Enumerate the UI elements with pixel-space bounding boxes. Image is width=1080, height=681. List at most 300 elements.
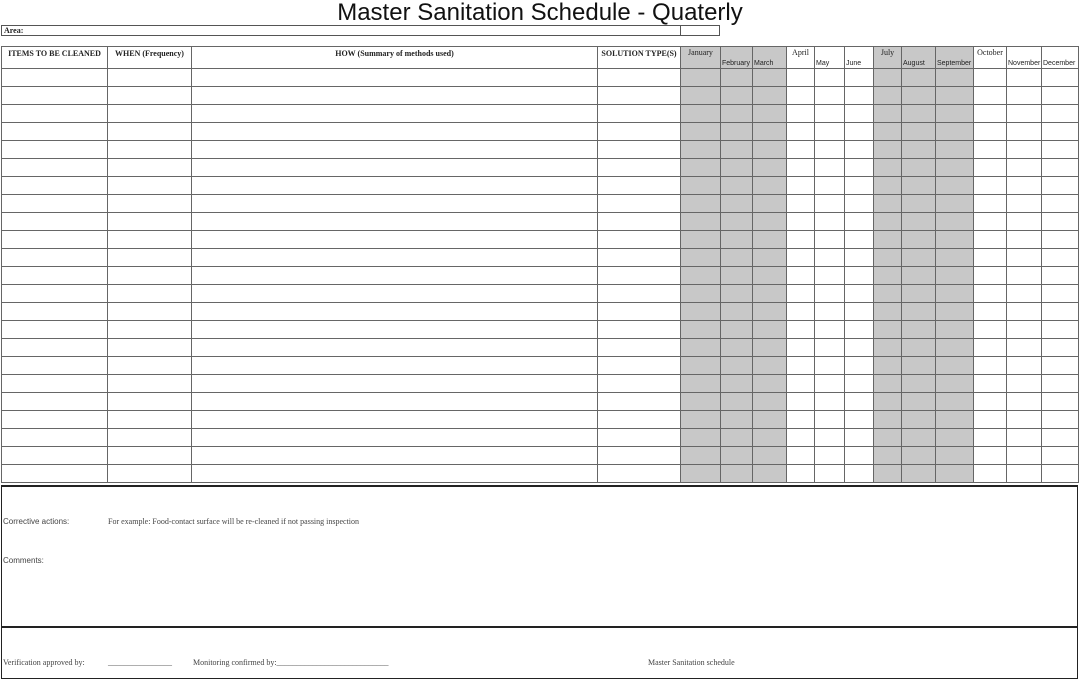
cell-jan[interactable] [681, 393, 721, 411]
cell-when[interactable] [108, 105, 192, 123]
cell-sep[interactable] [936, 411, 974, 429]
cell-jan[interactable] [681, 69, 721, 87]
cell-feb[interactable] [721, 375, 753, 393]
cell-may[interactable] [815, 195, 845, 213]
cell-apr[interactable] [787, 375, 815, 393]
cell-dec[interactable] [1042, 447, 1079, 465]
cell-how[interactable] [192, 393, 598, 411]
monitoring-signature-line[interactable]: Monitoring confirmed by:____________________________ [193, 658, 389, 667]
cell-mar[interactable] [753, 357, 787, 375]
cell-aug[interactable] [902, 465, 936, 483]
cell-jun[interactable] [845, 195, 874, 213]
cell-jun[interactable] [845, 69, 874, 87]
cell-apr[interactable] [787, 429, 815, 447]
cell-may[interactable] [815, 105, 845, 123]
cell-oct[interactable] [974, 159, 1007, 177]
cell-aug[interactable] [902, 159, 936, 177]
cell-may[interactable] [815, 321, 845, 339]
cell-nov[interactable] [1007, 87, 1042, 105]
cell-jun[interactable] [845, 87, 874, 105]
cell-how[interactable] [192, 357, 598, 375]
cell-when[interactable] [108, 231, 192, 249]
cell-dec[interactable] [1042, 465, 1079, 483]
cell-feb[interactable] [721, 213, 753, 231]
cell-when[interactable] [108, 123, 192, 141]
cell-feb[interactable] [721, 141, 753, 159]
cell-when[interactable] [108, 69, 192, 87]
cell-aug[interactable] [902, 267, 936, 285]
cell-sep[interactable] [936, 357, 974, 375]
cell-items[interactable] [2, 213, 108, 231]
cell-jul[interactable] [874, 249, 902, 267]
cell-dec[interactable] [1042, 429, 1079, 447]
cell-solution[interactable] [598, 159, 681, 177]
cell-when[interactable] [108, 321, 192, 339]
cell-dec[interactable] [1042, 141, 1079, 159]
cell-jan[interactable] [681, 411, 721, 429]
cell-when[interactable] [108, 159, 192, 177]
cell-apr[interactable] [787, 285, 815, 303]
cell-sep[interactable] [936, 231, 974, 249]
cell-jul[interactable] [874, 285, 902, 303]
cell-feb[interactable] [721, 303, 753, 321]
cell-how[interactable] [192, 321, 598, 339]
cell-when[interactable] [108, 141, 192, 159]
cell-jul[interactable] [874, 447, 902, 465]
cell-nov[interactable] [1007, 249, 1042, 267]
cell-jan[interactable] [681, 249, 721, 267]
cell-jun[interactable] [845, 159, 874, 177]
cell-feb[interactable] [721, 123, 753, 141]
cell-oct[interactable] [974, 267, 1007, 285]
cell-jul[interactable] [874, 321, 902, 339]
cell-sep[interactable] [936, 285, 974, 303]
cell-dec[interactable] [1042, 249, 1079, 267]
cell-jun[interactable] [845, 465, 874, 483]
cell-items[interactable] [2, 339, 108, 357]
cell-nov[interactable] [1007, 411, 1042, 429]
cell-feb[interactable] [721, 249, 753, 267]
cell-when[interactable] [108, 303, 192, 321]
cell-sep[interactable] [936, 87, 974, 105]
cell-items[interactable] [2, 267, 108, 285]
cell-apr[interactable] [787, 411, 815, 429]
cell-solution[interactable] [598, 321, 681, 339]
cell-apr[interactable] [787, 249, 815, 267]
cell-aug[interactable] [902, 87, 936, 105]
cell-apr[interactable] [787, 87, 815, 105]
cell-may[interactable] [815, 447, 845, 465]
cell-dec[interactable] [1042, 267, 1079, 285]
cell-mar[interactable] [753, 213, 787, 231]
cell-nov[interactable] [1007, 447, 1042, 465]
cell-when[interactable] [108, 177, 192, 195]
cell-solution[interactable] [598, 231, 681, 249]
cell-mar[interactable] [753, 123, 787, 141]
cell-may[interactable] [815, 339, 845, 357]
cell-solution[interactable] [598, 285, 681, 303]
cell-jan[interactable] [681, 213, 721, 231]
cell-jun[interactable] [845, 231, 874, 249]
cell-how[interactable] [192, 375, 598, 393]
cell-sep[interactable] [936, 375, 974, 393]
cell-items[interactable] [2, 429, 108, 447]
cell-when[interactable] [108, 393, 192, 411]
cell-when[interactable] [108, 357, 192, 375]
cell-items[interactable] [2, 177, 108, 195]
cell-solution[interactable] [598, 357, 681, 375]
cell-aug[interactable] [902, 411, 936, 429]
cell-jun[interactable] [845, 123, 874, 141]
cell-jul[interactable] [874, 267, 902, 285]
cell-apr[interactable] [787, 267, 815, 285]
cell-may[interactable] [815, 87, 845, 105]
cell-mar[interactable] [753, 429, 787, 447]
cell-how[interactable] [192, 303, 598, 321]
cell-apr[interactable] [787, 465, 815, 483]
cell-jun[interactable] [845, 267, 874, 285]
cell-items[interactable] [2, 159, 108, 177]
cell-nov[interactable] [1007, 267, 1042, 285]
cell-mar[interactable] [753, 267, 787, 285]
cell-items[interactable] [2, 447, 108, 465]
cell-apr[interactable] [787, 357, 815, 375]
cell-oct[interactable] [974, 195, 1007, 213]
cell-dec[interactable] [1042, 285, 1079, 303]
cell-mar[interactable] [753, 141, 787, 159]
cell-jan[interactable] [681, 177, 721, 195]
cell-how[interactable] [192, 213, 598, 231]
cell-nov[interactable] [1007, 285, 1042, 303]
cell-may[interactable] [815, 123, 845, 141]
cell-may[interactable] [815, 69, 845, 87]
cell-sep[interactable] [936, 123, 974, 141]
cell-nov[interactable] [1007, 357, 1042, 375]
cell-dec[interactable] [1042, 321, 1079, 339]
cell-mar[interactable] [753, 411, 787, 429]
cell-feb[interactable] [721, 393, 753, 411]
cell-oct[interactable] [974, 231, 1007, 249]
cell-may[interactable] [815, 429, 845, 447]
cell-mar[interactable] [753, 303, 787, 321]
cell-oct[interactable] [974, 87, 1007, 105]
cell-feb[interactable] [721, 105, 753, 123]
cell-when[interactable] [108, 213, 192, 231]
cell-may[interactable] [815, 231, 845, 249]
cell-dec[interactable] [1042, 213, 1079, 231]
cell-how[interactable] [192, 195, 598, 213]
cell-oct[interactable] [974, 321, 1007, 339]
cell-jan[interactable] [681, 429, 721, 447]
cell-jul[interactable] [874, 357, 902, 375]
cell-solution[interactable] [598, 87, 681, 105]
cell-jun[interactable] [845, 447, 874, 465]
cell-nov[interactable] [1007, 303, 1042, 321]
cell-jul[interactable] [874, 411, 902, 429]
cell-dec[interactable] [1042, 123, 1079, 141]
cell-dec[interactable] [1042, 339, 1079, 357]
cell-jun[interactable] [845, 177, 874, 195]
cell-oct[interactable] [974, 339, 1007, 357]
cell-mar[interactable] [753, 159, 787, 177]
cell-aug[interactable] [902, 123, 936, 141]
cell-may[interactable] [815, 375, 845, 393]
cell-how[interactable] [192, 447, 598, 465]
cell-jun[interactable] [845, 375, 874, 393]
cell-how[interactable] [192, 177, 598, 195]
cell-aug[interactable] [902, 375, 936, 393]
cell-sep[interactable] [936, 249, 974, 267]
cell-sep[interactable] [936, 465, 974, 483]
cell-nov[interactable] [1007, 141, 1042, 159]
cell-jun[interactable] [845, 393, 874, 411]
cell-may[interactable] [815, 393, 845, 411]
cell-apr[interactable] [787, 141, 815, 159]
cell-mar[interactable] [753, 87, 787, 105]
cell-solution[interactable] [598, 195, 681, 213]
cell-jun[interactable] [845, 303, 874, 321]
cell-jul[interactable] [874, 141, 902, 159]
cell-aug[interactable] [902, 285, 936, 303]
cell-jul[interactable] [874, 393, 902, 411]
cell-solution[interactable] [598, 429, 681, 447]
cell-oct[interactable] [974, 123, 1007, 141]
cell-feb[interactable] [721, 231, 753, 249]
cell-nov[interactable] [1007, 465, 1042, 483]
cell-how[interactable] [192, 267, 598, 285]
cell-when[interactable] [108, 411, 192, 429]
cell-sep[interactable] [936, 447, 974, 465]
cell-feb[interactable] [721, 285, 753, 303]
cell-items[interactable] [2, 411, 108, 429]
cell-items[interactable] [2, 375, 108, 393]
cell-feb[interactable] [721, 87, 753, 105]
cell-apr[interactable] [787, 69, 815, 87]
cell-mar[interactable] [753, 69, 787, 87]
cell-aug[interactable] [902, 339, 936, 357]
cell-apr[interactable] [787, 177, 815, 195]
cell-dec[interactable] [1042, 375, 1079, 393]
cell-dec[interactable] [1042, 231, 1079, 249]
cell-how[interactable] [192, 339, 598, 357]
cell-feb[interactable] [721, 465, 753, 483]
cell-items[interactable] [2, 285, 108, 303]
cell-oct[interactable] [974, 69, 1007, 87]
cell-apr[interactable] [787, 393, 815, 411]
cell-mar[interactable] [753, 285, 787, 303]
cell-how[interactable] [192, 159, 598, 177]
cell-mar[interactable] [753, 465, 787, 483]
cell-dec[interactable] [1042, 177, 1079, 195]
cell-aug[interactable] [902, 321, 936, 339]
cell-jul[interactable] [874, 303, 902, 321]
cell-jun[interactable] [845, 105, 874, 123]
cell-mar[interactable] [753, 321, 787, 339]
cell-jul[interactable] [874, 105, 902, 123]
cell-aug[interactable] [902, 195, 936, 213]
cell-aug[interactable] [902, 231, 936, 249]
cell-when[interactable] [108, 339, 192, 357]
cell-mar[interactable] [753, 105, 787, 123]
cell-when[interactable] [108, 447, 192, 465]
cell-jul[interactable] [874, 87, 902, 105]
cell-solution[interactable] [598, 141, 681, 159]
cell-items[interactable] [2, 195, 108, 213]
cell-solution[interactable] [598, 123, 681, 141]
cell-may[interactable] [815, 465, 845, 483]
cell-aug[interactable] [902, 429, 936, 447]
cell-sep[interactable] [936, 339, 974, 357]
cell-mar[interactable] [753, 375, 787, 393]
cell-sep[interactable] [936, 393, 974, 411]
cell-mar[interactable] [753, 195, 787, 213]
cell-may[interactable] [815, 141, 845, 159]
cell-apr[interactable] [787, 159, 815, 177]
cell-sep[interactable] [936, 159, 974, 177]
cell-mar[interactable] [753, 177, 787, 195]
cell-oct[interactable] [974, 465, 1007, 483]
cell-solution[interactable] [598, 177, 681, 195]
cell-dec[interactable] [1042, 303, 1079, 321]
cell-nov[interactable] [1007, 177, 1042, 195]
cell-apr[interactable] [787, 213, 815, 231]
cell-feb[interactable] [721, 177, 753, 195]
cell-mar[interactable] [753, 393, 787, 411]
cell-dec[interactable] [1042, 195, 1079, 213]
cell-how[interactable] [192, 411, 598, 429]
cell-nov[interactable] [1007, 429, 1042, 447]
cell-jul[interactable] [874, 195, 902, 213]
cell-feb[interactable] [721, 447, 753, 465]
cell-sep[interactable] [936, 429, 974, 447]
cell-mar[interactable] [753, 339, 787, 357]
cell-oct[interactable] [974, 447, 1007, 465]
cell-sep[interactable] [936, 105, 974, 123]
cell-jan[interactable] [681, 321, 721, 339]
cell-jan[interactable] [681, 285, 721, 303]
cell-how[interactable] [192, 123, 598, 141]
cell-solution[interactable] [598, 339, 681, 357]
cell-nov[interactable] [1007, 375, 1042, 393]
cell-aug[interactable] [902, 303, 936, 321]
cell-jun[interactable] [845, 339, 874, 357]
cell-dec[interactable] [1042, 357, 1079, 375]
cell-mar[interactable] [753, 447, 787, 465]
cell-apr[interactable] [787, 303, 815, 321]
cell-oct[interactable] [974, 429, 1007, 447]
cell-jan[interactable] [681, 357, 721, 375]
cell-dec[interactable] [1042, 393, 1079, 411]
cell-dec[interactable] [1042, 411, 1079, 429]
cell-jul[interactable] [874, 177, 902, 195]
cell-feb[interactable] [721, 267, 753, 285]
cell-solution[interactable] [598, 393, 681, 411]
cell-when[interactable] [108, 87, 192, 105]
cell-when[interactable] [108, 375, 192, 393]
cell-items[interactable] [2, 105, 108, 123]
cell-nov[interactable] [1007, 105, 1042, 123]
cell-items[interactable] [2, 123, 108, 141]
verification-signature-line[interactable]: ________________ [108, 658, 172, 667]
cell-oct[interactable] [974, 285, 1007, 303]
cell-how[interactable] [192, 105, 598, 123]
cell-aug[interactable] [902, 249, 936, 267]
cell-apr[interactable] [787, 195, 815, 213]
cell-sep[interactable] [936, 177, 974, 195]
cell-sep[interactable] [936, 303, 974, 321]
cell-oct[interactable] [974, 411, 1007, 429]
cell-may[interactable] [815, 177, 845, 195]
cell-items[interactable] [2, 303, 108, 321]
cell-aug[interactable] [902, 141, 936, 159]
cell-jun[interactable] [845, 357, 874, 375]
cell-apr[interactable] [787, 447, 815, 465]
cell-nov[interactable] [1007, 321, 1042, 339]
cell-when[interactable] [108, 429, 192, 447]
cell-items[interactable] [2, 231, 108, 249]
cell-items[interactable] [2, 465, 108, 483]
cell-aug[interactable] [902, 69, 936, 87]
cell-aug[interactable] [902, 213, 936, 231]
cell-how[interactable] [192, 429, 598, 447]
cell-may[interactable] [815, 213, 845, 231]
cell-oct[interactable] [974, 249, 1007, 267]
cell-apr[interactable] [787, 123, 815, 141]
cell-solution[interactable] [598, 249, 681, 267]
cell-jan[interactable] [681, 465, 721, 483]
cell-feb[interactable] [721, 69, 753, 87]
cell-oct[interactable] [974, 177, 1007, 195]
cell-oct[interactable] [974, 141, 1007, 159]
cell-solution[interactable] [598, 69, 681, 87]
cell-how[interactable] [192, 249, 598, 267]
cell-jun[interactable] [845, 141, 874, 159]
cell-jan[interactable] [681, 339, 721, 357]
cell-jul[interactable] [874, 213, 902, 231]
cell-solution[interactable] [598, 465, 681, 483]
cell-jun[interactable] [845, 213, 874, 231]
cell-jul[interactable] [874, 231, 902, 249]
cell-jul[interactable] [874, 69, 902, 87]
cell-oct[interactable] [974, 303, 1007, 321]
cell-feb[interactable] [721, 357, 753, 375]
cell-jul[interactable] [874, 123, 902, 141]
cell-how[interactable] [192, 87, 598, 105]
cell-dec[interactable] [1042, 105, 1079, 123]
cell-how[interactable] [192, 285, 598, 303]
cell-nov[interactable] [1007, 69, 1042, 87]
cell-may[interactable] [815, 411, 845, 429]
cell-nov[interactable] [1007, 123, 1042, 141]
cell-how[interactable] [192, 69, 598, 87]
cell-jul[interactable] [874, 159, 902, 177]
cell-apr[interactable] [787, 231, 815, 249]
cell-jan[interactable] [681, 375, 721, 393]
cell-jul[interactable] [874, 429, 902, 447]
cell-items[interactable] [2, 69, 108, 87]
cell-sep[interactable] [936, 267, 974, 285]
cell-oct[interactable] [974, 105, 1007, 123]
cell-may[interactable] [815, 159, 845, 177]
cell-jan[interactable] [681, 87, 721, 105]
cell-nov[interactable] [1007, 339, 1042, 357]
cell-when[interactable] [108, 195, 192, 213]
cell-feb[interactable] [721, 429, 753, 447]
cell-jan[interactable] [681, 447, 721, 465]
cell-feb[interactable] [721, 159, 753, 177]
cell-jul[interactable] [874, 339, 902, 357]
cell-dec[interactable] [1042, 159, 1079, 177]
